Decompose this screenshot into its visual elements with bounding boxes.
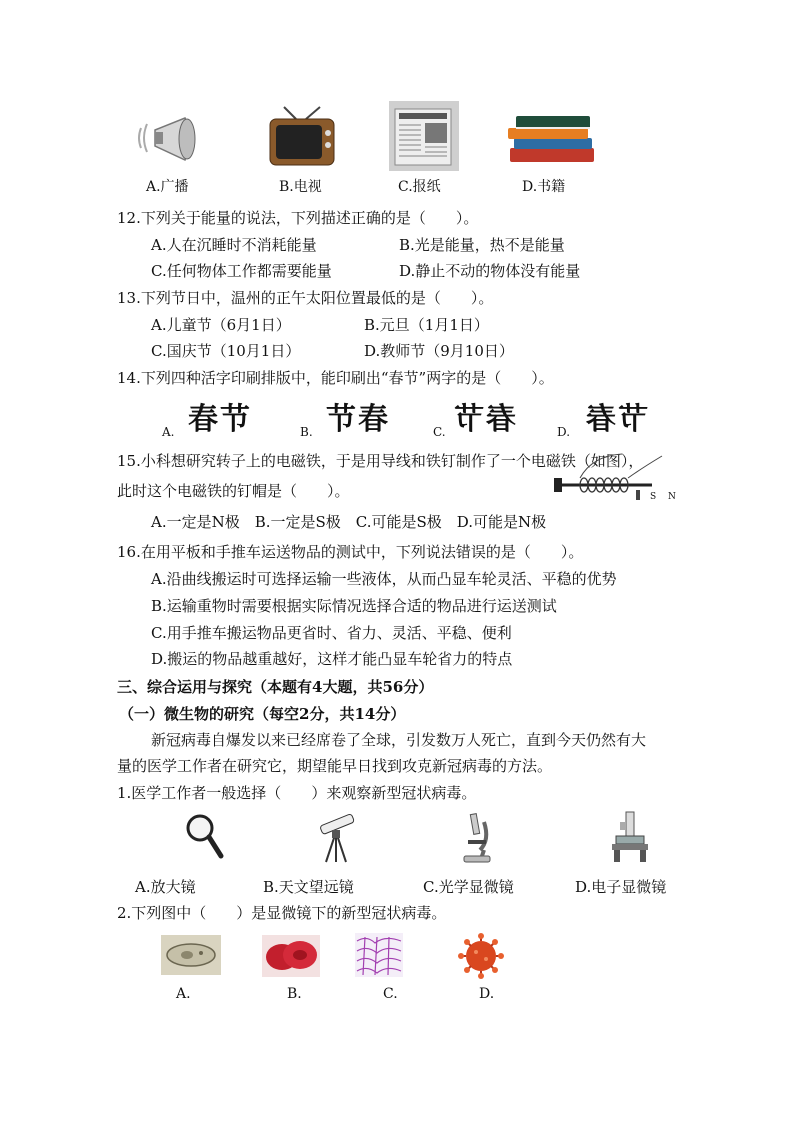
type-b: 节春 — [326, 402, 390, 437]
red-blood-cells-image — [262, 935, 320, 977]
q13-option-a: A.儿童节（6月1日） — [151, 316, 291, 334]
q14-stem: 14.下列四种活字印刷排版中，能印刷出“春节”两字的是（ ）。 — [117, 369, 554, 387]
fig-label-n: N — [668, 492, 676, 502]
s1-option-c: C.光学显微镜 — [423, 878, 514, 896]
s2-label-a: A. — [176, 986, 191, 1002]
q16-option-a: A.沿曲线搬运时可选择运输一些液体，从而凸显车轮灵活、平稳的优势 — [151, 570, 617, 588]
q13-stem: 13.下列节日中，温州的正午太阳位置最低的是（ ）。 — [117, 289, 494, 307]
q14-label-a: A. — [162, 425, 175, 439]
q14-label-b: B. — [300, 425, 313, 439]
q14-label-d: D. — [557, 425, 571, 439]
q16-stem: 16.在用平板和手推车运送物品的测试中，下列说法错误的是（ ）。 — [117, 543, 584, 561]
type-a: 春节 — [188, 402, 252, 437]
q12-option-c: C.任何物体工作都需要能量 — [151, 262, 332, 280]
s2-label-b: B. — [287, 986, 302, 1002]
coronavirus-image — [452, 931, 510, 981]
q14-label-c: C. — [433, 425, 446, 439]
q13-option-d: D.教师节（9月10日） — [364, 342, 514, 360]
s2-stem: 2.下列图中（ ）是显微镜下的新型冠状病毒。 — [117, 904, 447, 922]
magnifier-icon — [184, 810, 224, 862]
books-icon — [506, 110, 598, 168]
q16-option-d: D.搬运的物品越重越好，这样才能凸显车轮省力的特点 — [151, 650, 513, 668]
intro-line2: 量的医学工作者在研究它，期望能早日找到攻克新冠病毒的方法。 — [117, 757, 553, 775]
s2-label-d: D. — [479, 986, 495, 1002]
q12-option-b: B.光是能量，热不是能量 — [399, 236, 565, 254]
paramecium-image — [161, 935, 221, 975]
q12-stem: 12.下列关于能量的说法，下列描述正确的是（ ）。 — [117, 209, 479, 227]
electromagnet-figure — [552, 448, 676, 506]
q11-option-a: A.广播 — [146, 179, 189, 195]
q13-option-b: B.元旦（1月1日） — [364, 316, 489, 334]
q11-option-d: D.书籍 — [522, 179, 566, 195]
q13-option-c: C.国庆节（10月1日） — [151, 342, 301, 360]
q15-stem-line1: 15.小科想研究转子上的电磁铁，于是用导线和铁钉制作了一个电磁铁（如图）， — [117, 452, 644, 470]
type-c: 春节 — [452, 402, 516, 437]
s1-option-d: D.电子显微镜 — [575, 878, 667, 896]
q11-option-b: B.电视 — [279, 179, 322, 195]
electron-microscope-icon — [610, 810, 650, 864]
q12-option-a: A.人在沉睡时不消耗能量 — [151, 236, 317, 254]
q16-option-b: B.运输重物时需要根据实际情况选择合适的物品进行运送测试 — [151, 597, 557, 615]
intro-line1: 新冠病毒自爆发以来已经席卷了全球，引发数万人死亡，直到今天仍然有大 — [151, 731, 647, 749]
subsection-title: （一）微生物的研究（每空2分，共14分） — [119, 705, 406, 723]
s1-option-b: B.天文望远镜 — [263, 878, 354, 896]
section-title: 三、综合运用与探究（本题有4大题，共56分） — [117, 678, 434, 696]
television-icon — [266, 105, 338, 170]
q15-stem-line2: 此时这个电磁铁的钉帽是（ ）。 — [117, 482, 350, 500]
s2-label-c: C. — [383, 986, 398, 1002]
q12-option-d: D.静止不动的物体没有能量 — [399, 262, 581, 280]
s1-stem: 1.医学工作者一般选择（ ）来观察新型冠状病毒。 — [117, 784, 477, 802]
telescope-icon — [316, 812, 360, 864]
type-d: 节春 — [584, 402, 648, 437]
s1-option-a: A.放大镜 — [135, 878, 196, 896]
fig-label-s: S — [650, 492, 657, 502]
newspaper-icon — [389, 101, 459, 171]
plant-cells-image — [355, 933, 403, 977]
optical-microscope-icon — [460, 812, 496, 864]
q15-options: A.一定是N极 B.一定是S极 C.可能是S极 D.可能是N极 — [151, 513, 547, 531]
q11-option-c: C.报纸 — [398, 179, 441, 195]
q16-option-c: C.用手推车搬运物品更省时、省力、灵活、平稳、便利 — [151, 624, 512, 642]
loudspeaker-icon — [135, 108, 205, 168]
